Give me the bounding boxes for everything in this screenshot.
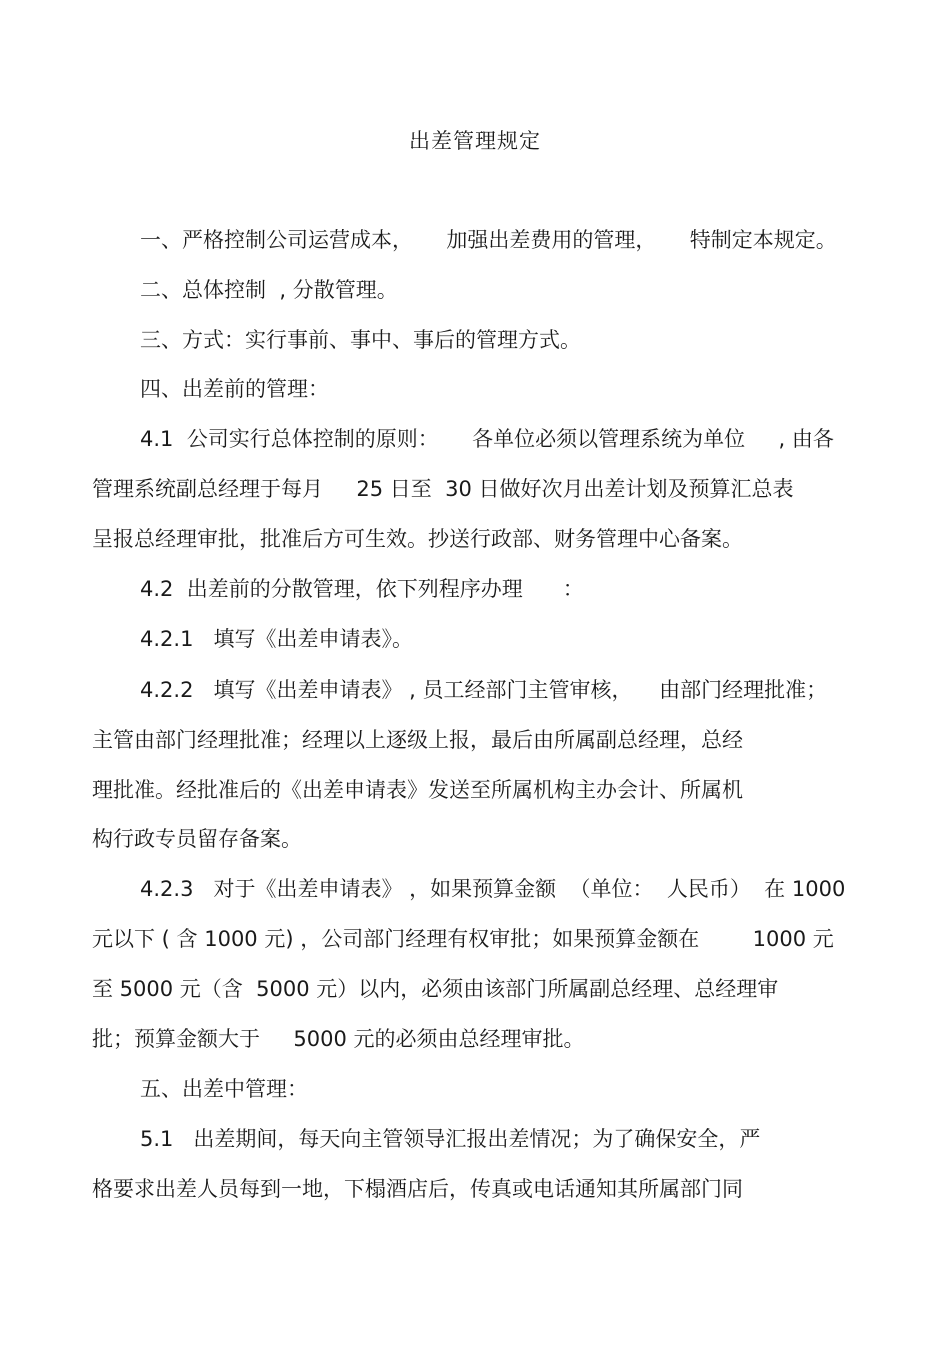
clause-4-2-2-line-3: 理批准。经批准后的《出差申请表》发送至所属机构主办会计、所属机 [92,778,743,802]
clause-4-1-line-3: 呈报总经理审批，批准后方可生效。抄送行政部、财务管理中心备案。 [92,527,743,551]
clause-4-2-1: 4.2.1 填写《出差申请表》。 [140,627,413,651]
clause-5-1-line-1: 5.1 出差期间，每天向主管领导汇报出差情况；为了确保安全，严 [140,1127,761,1151]
clause-4-2: 4.2 出差前的分散管理，依下列程序办理 ： [140,577,584,601]
clause-4-2-3-line-4: 批；预算金额大于 5000 元的必须由总经理审批。 [92,1027,585,1051]
clause-1: 一、严格控制公司运营成本， 加强出差费用的管理， 特制定本规定。 [140,228,837,252]
clause-4-1-line-2: 管理系统副总经理于每月 25 日至 30 日做好次月出差计划及预算汇总表 [92,477,794,501]
clause-4-1-line-1: 4.1 公司实行总体控制的原则： 各单位必须以管理系统为单位 , 由各 [140,427,834,451]
clause-4-2-2-line-4: 构行政专员留存备案。 [92,827,302,851]
clause-5-heading: 五、出差中管理： [140,1077,308,1101]
clause-4-2-3-line-3: 至 5000 元（含 5000 元）以内，必须由该部门所属副总经理、总经理审 [92,977,779,1001]
clause-2: 二、总体控制 , 分散管理。 [140,278,398,302]
clause-4-2-2-line-1: 4.2.2 填写《出差申请表》 , 员工经部门主管审核， 由部门经理批准； [140,678,828,702]
clause-4-heading: 四、出差前的管理： [140,377,329,401]
clause-3: 三、方式：实行事前、事中、事后的管理方式。 [140,328,581,352]
clause-4-2-3-line-1: 4.2.3 对于《出差申请表》 ，如果预算金额 （单位： 人民币） 在 1000 [140,877,846,901]
clause-4-2-2-line-2: 主管由部门经理批准；经理以上逐级上报，最后由所属副总经理，总经 [92,728,743,752]
clause-4-2-3-line-2: 元以下 ( 含 1000 元) ，公司部门经理有权审批；如果预算金额在 1000 元 [92,927,834,951]
clause-5-1-line-2: 格要求出差人员每到一地，下榻酒店后，传真或电话通知其所属部门同 [92,1177,743,1201]
document-title: 出差管理规定 [409,129,541,153]
